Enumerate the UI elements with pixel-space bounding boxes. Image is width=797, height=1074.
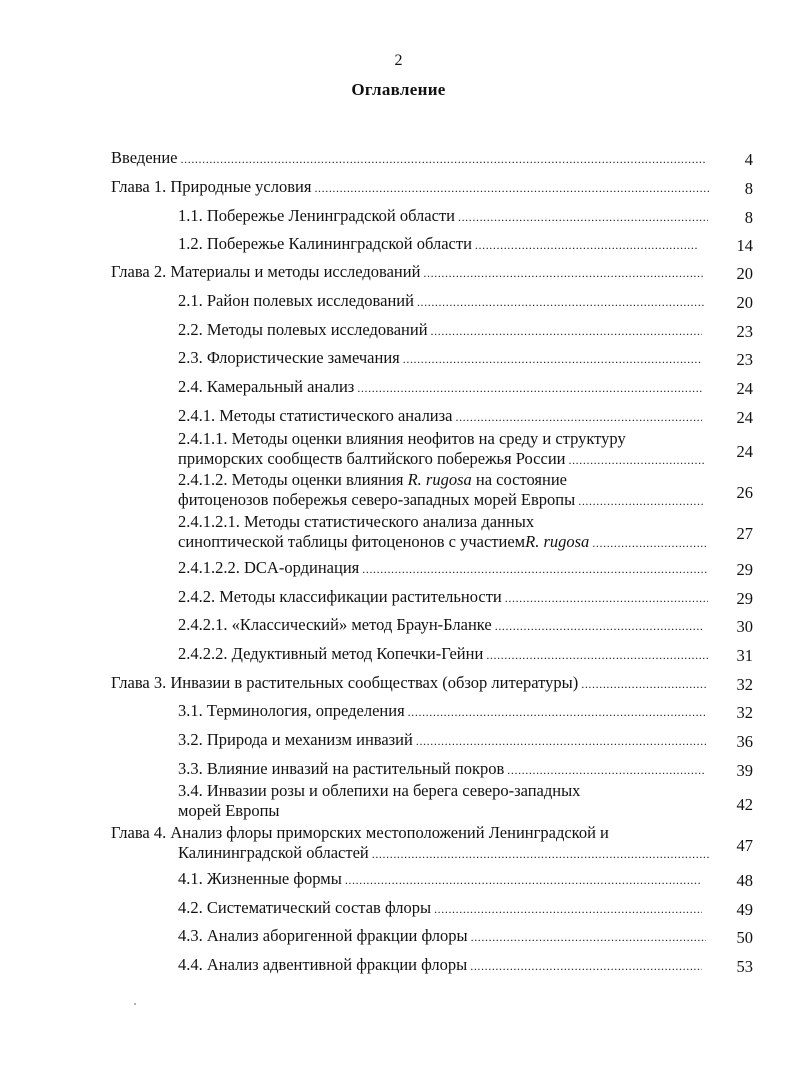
- toc-entry-4-2[interactable]: 4.2. Систематический состав флоры .....: [178, 898, 702, 919]
- toc-page: 32: [736, 703, 753, 722]
- toc-entry-1-2[interactable]: 1.2. Побережье Калининградской области .....: [178, 234, 698, 255]
- toc-page: 23: [736, 350, 753, 369]
- toc-page: 24: [736, 408, 753, 427]
- toc-entry-3-3[interactable]: 3.3. Влияние инвазий на растительный покров .....: [178, 759, 706, 780]
- toc-entry-3-4[interactable]: 3.4. Инвазии розы и облепихи на берега северо-западных морей Европы: [178, 781, 581, 820]
- toc-entry-chapter-1[interactable]: Глава 1. Природные условия .....: [111, 177, 709, 198]
- toc-entry-2-4-1-2-2[interactable]: 2.4.1.2.2. DCA-ординация .....: [178, 558, 708, 579]
- toc-page: 47: [736, 836, 753, 855]
- scan-speck: [134, 1003, 136, 1005]
- toc-page: 29: [736, 560, 753, 579]
- toc-page: 53: [736, 957, 753, 976]
- toc-page: 20: [736, 293, 753, 312]
- toc-page: 14: [736, 236, 753, 255]
- toc-page: 26: [736, 483, 753, 502]
- toc-entry-1-1[interactable]: 1.1. Побережье Ленинградской области .....: [178, 206, 708, 227]
- toc-entry-2-3[interactable]: 2.3. Флористические замечания .....: [178, 348, 702, 369]
- toc-page: 24: [736, 442, 753, 461]
- toc-entry-2-4-2-1[interactable]: 2.4.2.1. «Классический» метод Браун-Бланке .....: [178, 615, 704, 636]
- toc-entry-3-2[interactable]: 3.2. Природа и механизм инвазий .....: [178, 730, 706, 751]
- toc-page: 31: [736, 646, 753, 665]
- toc-page: 20: [736, 264, 753, 283]
- toc-page: 49: [736, 900, 753, 919]
- toc-entry-2-4-1-2[interactable]: 2.4.1.2. Методы оценки влияния R. rugosa на состояние фитоценозов побережья северо-западных морей Европы .....: [178, 470, 704, 511]
- toc-entry-2-4-1-2-1[interactable]: 2.4.1.2.1. Методы статистического анализа данных синоптической таблицы фитоценонов с участием R. rugosa .....: [178, 512, 708, 553]
- toc-entry-2-4-2-2[interactable]: 2.4.2.2. Дедуктивный метод Копечки-Гейни .....: [178, 644, 708, 665]
- toc-entry-chapter-2[interactable]: Глава 2. Материалы и методы исследований .....: [111, 262, 705, 283]
- toc-page: 8: [744, 208, 753, 227]
- toc-entry-4-3[interactable]: 4.3. Анализ аборигенной фракции флоры .....: [178, 926, 706, 947]
- toc-page: 24: [736, 379, 753, 398]
- toc-page: 42: [736, 795, 753, 814]
- toc-entry-2-4-1-1[interactable]: 2.4.1.1. Методы оценки влияния неофитов на среду и структуру приморских сообществ балтийского побережья России .....: [178, 429, 704, 470]
- toc-page: 27: [736, 524, 753, 543]
- toc-page: 23: [736, 322, 753, 341]
- toc-entry-2-4-2[interactable]: 2.4.2. Методы классификации растительности .....: [178, 587, 708, 608]
- toc-page: 29: [736, 589, 753, 608]
- toc-page: 30: [736, 617, 753, 636]
- toc-entry-4-1[interactable]: 4.1. Жизненные формы .....: [178, 869, 702, 890]
- toc-title: Оглавление: [351, 80, 446, 99]
- toc-entry-2-1[interactable]: 2.1. Район полевых исследований .....: [178, 291, 704, 312]
- toc-entry-chapter-4[interactable]: Глава 4. Анализ флоры приморских местоположений Ленинградской и Калининградской областей .....: [111, 823, 709, 864]
- toc-entry-introduction[interactable]: Введение .....: [111, 148, 705, 169]
- page-number: 2: [394, 52, 403, 69]
- toc-entry-2-4[interactable]: 2.4. Камеральный анализ .....: [178, 377, 702, 398]
- toc-page: 36: [736, 732, 753, 751]
- toc-page: 8: [744, 179, 753, 198]
- toc-entry-2-4-1[interactable]: 2.4.1. Методы статистического анализа .....: [178, 406, 702, 427]
- toc-page: 50: [736, 928, 753, 947]
- toc-page: 48: [736, 871, 753, 890]
- toc-entry-3-1[interactable]: 3.1. Терминология, определения .....: [178, 701, 706, 722]
- toc-entry-4-4[interactable]: 4.4. Анализ адвентивной фракции флоры .....: [178, 955, 702, 976]
- toc-page: 4: [744, 150, 753, 169]
- toc-entry-chapter-3[interactable]: Глава 3. Инвазии в растительных сообществах (обзор литературы) .....: [111, 673, 707, 694]
- toc-entry-2-2[interactable]: 2.2. Методы полевых исследований .....: [178, 320, 702, 341]
- toc-page: 32: [736, 675, 753, 694]
- toc-page: 39: [736, 761, 753, 780]
